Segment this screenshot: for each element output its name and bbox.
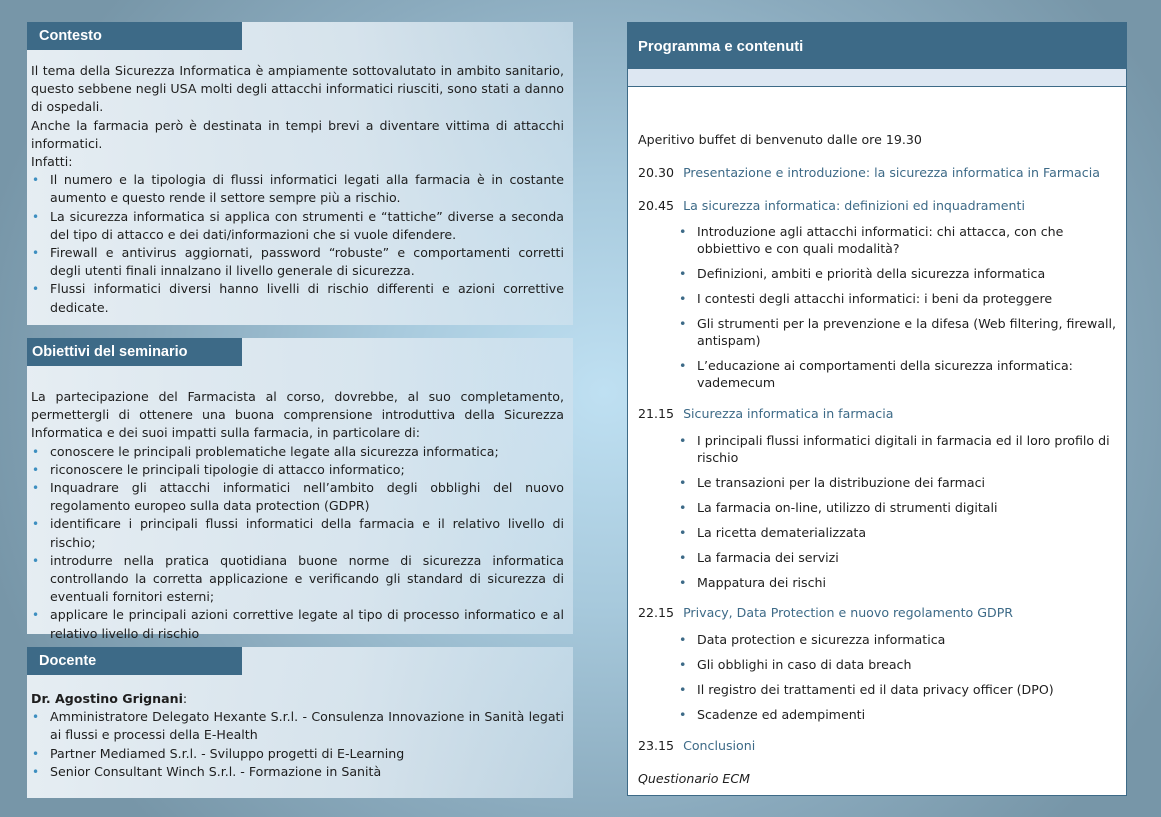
- list-item: • I contesti degli attacchi informatici: i beni da proteggere: [697, 290, 1118, 307]
- contesto-list: [31, 171, 564, 317]
- list-item: • Flussi informatici diversi hanno livelli di rischio differenti e azioni correttive dedicate.: [31, 280, 564, 316]
- header-stripe: [628, 69, 1126, 87]
- obiettivi-intro: La partecipazione del Farmacista al corso, dovrebbe, al suo completamento, permettergli di ottenere una buona comprensione introduttiva della Sicurezza Informatica e dei suoi impatti sulla farmacia, in particolare di:: [31, 389, 564, 441]
- list-item: • Senior Consultant Winch S.r.l. - Formazione in Sanità: [31, 763, 564, 781]
- list-item: • Il registro dei trattamenti ed il data privacy officer (DPO): [697, 681, 1118, 698]
- obiettivi-header: [27, 338, 242, 366]
- programma-header: [628, 23, 1126, 69]
- list-item: • Inquadrare gli attacchi informatici nell’ambito degli obblighi del nuovo regolamento europeo sulla data protection (GDPR): [31, 479, 564, 515]
- list-item: • Definizioni, ambiti e priorità della sicurezza informatica: [697, 265, 1118, 282]
- list-item: • conoscere le principali problematiche legate alla sicurezza informatica;: [31, 443, 564, 461]
- session-2030: [638, 164, 1118, 181]
- list-item: • Partner Mediamed S.r.l. - Sviluppo progetti di E-Learning: [31, 745, 564, 763]
- contesto-title: Contesto: [39, 28, 102, 44]
- contesto-intro-2: Anche la farmacia però è destinata in tempi brevi a diventare vittima di attacchi informatici.: [31, 117, 564, 151]
- session-2115: [638, 405, 1118, 422]
- docente-colon: :: [182, 691, 188, 706]
- contesto-panel: [27, 22, 573, 325]
- programma-body: [638, 131, 1118, 787]
- contesto-header: [27, 22, 242, 50]
- list-item: • Firewall e antivirus aggiornati, password “robuste” e comportamenti corretti degli utenti finali innalzano il livello generale di sicurezza.: [31, 244, 564, 280]
- session-title: Presentazione e introduzione: la sicurezza informatica in Farmacia: [683, 165, 1100, 180]
- obiettivi-title: Obiettivi del seminario: [32, 344, 188, 360]
- session-title: Conclusioni: [683, 738, 756, 753]
- list-item: • identificare i principali flussi informatici della farmacia e il relativo livello di rischio;: [31, 515, 564, 551]
- session-time: 22.15: [638, 605, 675, 620]
- session-time: 20.45: [638, 198, 675, 213]
- contesto-intro-3: Infatti:: [31, 154, 73, 170]
- list-item: • introdurre nella pratica quotidiana buone norme di sicurezza informatica controllando la corretta applicazione e verificando gli standard di sicurezza di eventuali fornitori esterni;: [31, 552, 564, 607]
- session-2215-list: [638, 631, 1118, 723]
- questionario-line: Questionario ECM: [638, 771, 751, 786]
- session-2215: [638, 604, 1118, 621]
- session-time: 23.15: [638, 738, 675, 753]
- list-item: • I principali flussi informatici digitali in farmacia ed il loro profilo di rischio: [697, 432, 1118, 466]
- session-2045-list: [638, 223, 1118, 391]
- session-2315: [638, 737, 1118, 754]
- list-item: • La sicurezza informatica si applica con strumenti e “tattiche” diverse a seconda del tipo di attacco e dei dati/informazioni che si vuole difendere.: [31, 208, 564, 244]
- list-item: • Introduzione agli attacchi informatici: chi attacca, con che obbiettivo e con quali modalità?: [697, 223, 1118, 257]
- programma-title: Programma e contenuti: [638, 39, 804, 55]
- session-time: 20.30: [638, 165, 675, 180]
- session-2045: [638, 197, 1118, 214]
- list-item: • Mappatura dei rischi: [697, 574, 1118, 591]
- docente-body: [31, 690, 564, 781]
- list-item: • L’educazione ai comportamenti della sicurezza informatica: vademecum: [697, 357, 1118, 391]
- docente-name: Dr. Agostino Grignani: [31, 691, 183, 706]
- programma-panel: [627, 22, 1127, 796]
- list-item: • Scadenze ed adempimenti: [697, 706, 1118, 723]
- obiettivi-body: [31, 388, 564, 643]
- session-title: Privacy, Data Protection e nuovo regolamento GDPR: [683, 605, 1014, 620]
- aperitivo-line: Aperitivo buffet di benvenuto dalle ore 19.30: [638, 132, 922, 147]
- list-item: • Gli strumenti per la prevenzione e la difesa (Web filtering, firewall, antispam): [697, 315, 1118, 349]
- docente-title: Docente: [39, 653, 97, 669]
- list-item: • Amministratore Delegato Hexante S.r.l. - Consulenza Innovazione in Sanità legati ai flussi e processi della E-Health: [31, 708, 564, 744]
- docente-panel: [27, 647, 573, 798]
- contesto-intro-1: Il tema della Sicurezza Informatica è ampiamente sottovalutato in ambito sanitario, questo sebbene negli USA molti degli attacchi informatici riusciti, sono stati a danno di ospedali.: [31, 63, 565, 115]
- list-item: • La farmacia on-line, utilizzo di strumenti digitali: [697, 499, 1118, 516]
- list-item: • La ricetta dematerializzata: [697, 524, 1118, 541]
- session-time: 21.15: [638, 406, 675, 421]
- docente-list: [31, 708, 564, 781]
- session-title: Sicurezza informatica in farmacia: [683, 406, 894, 421]
- list-item: • Il numero e la tipologia di flussi informatici legati alla farmacia è in costante aumento e questo rende il settore sempre più a rischio.: [31, 171, 564, 207]
- docente-name-line: [31, 690, 564, 708]
- contesto-body: [31, 62, 564, 317]
- docente-header: [27, 647, 242, 675]
- list-item: • riconoscere le principali tipologie di attacco informatico;: [31, 461, 564, 479]
- session-2115-list: [638, 432, 1118, 591]
- list-item: • applicare le principali azioni correttive legate al tipo di processo informatico e al relativo livello di rischio: [31, 606, 564, 642]
- obiettivi-panel: [27, 338, 573, 641]
- list-item: • Gli obblighi in caso di data breach: [697, 656, 1118, 673]
- list-item: • Data protection e sicurezza informatica: [697, 631, 1118, 648]
- list-item: • Le transazioni per la distribuzione dei farmaci: [697, 474, 1118, 491]
- obiettivi-list: [31, 443, 564, 643]
- session-title: La sicurezza informatica: definizioni ed inquadramenti: [683, 198, 1025, 213]
- list-item: • La farmacia dei servizi: [697, 549, 1118, 566]
